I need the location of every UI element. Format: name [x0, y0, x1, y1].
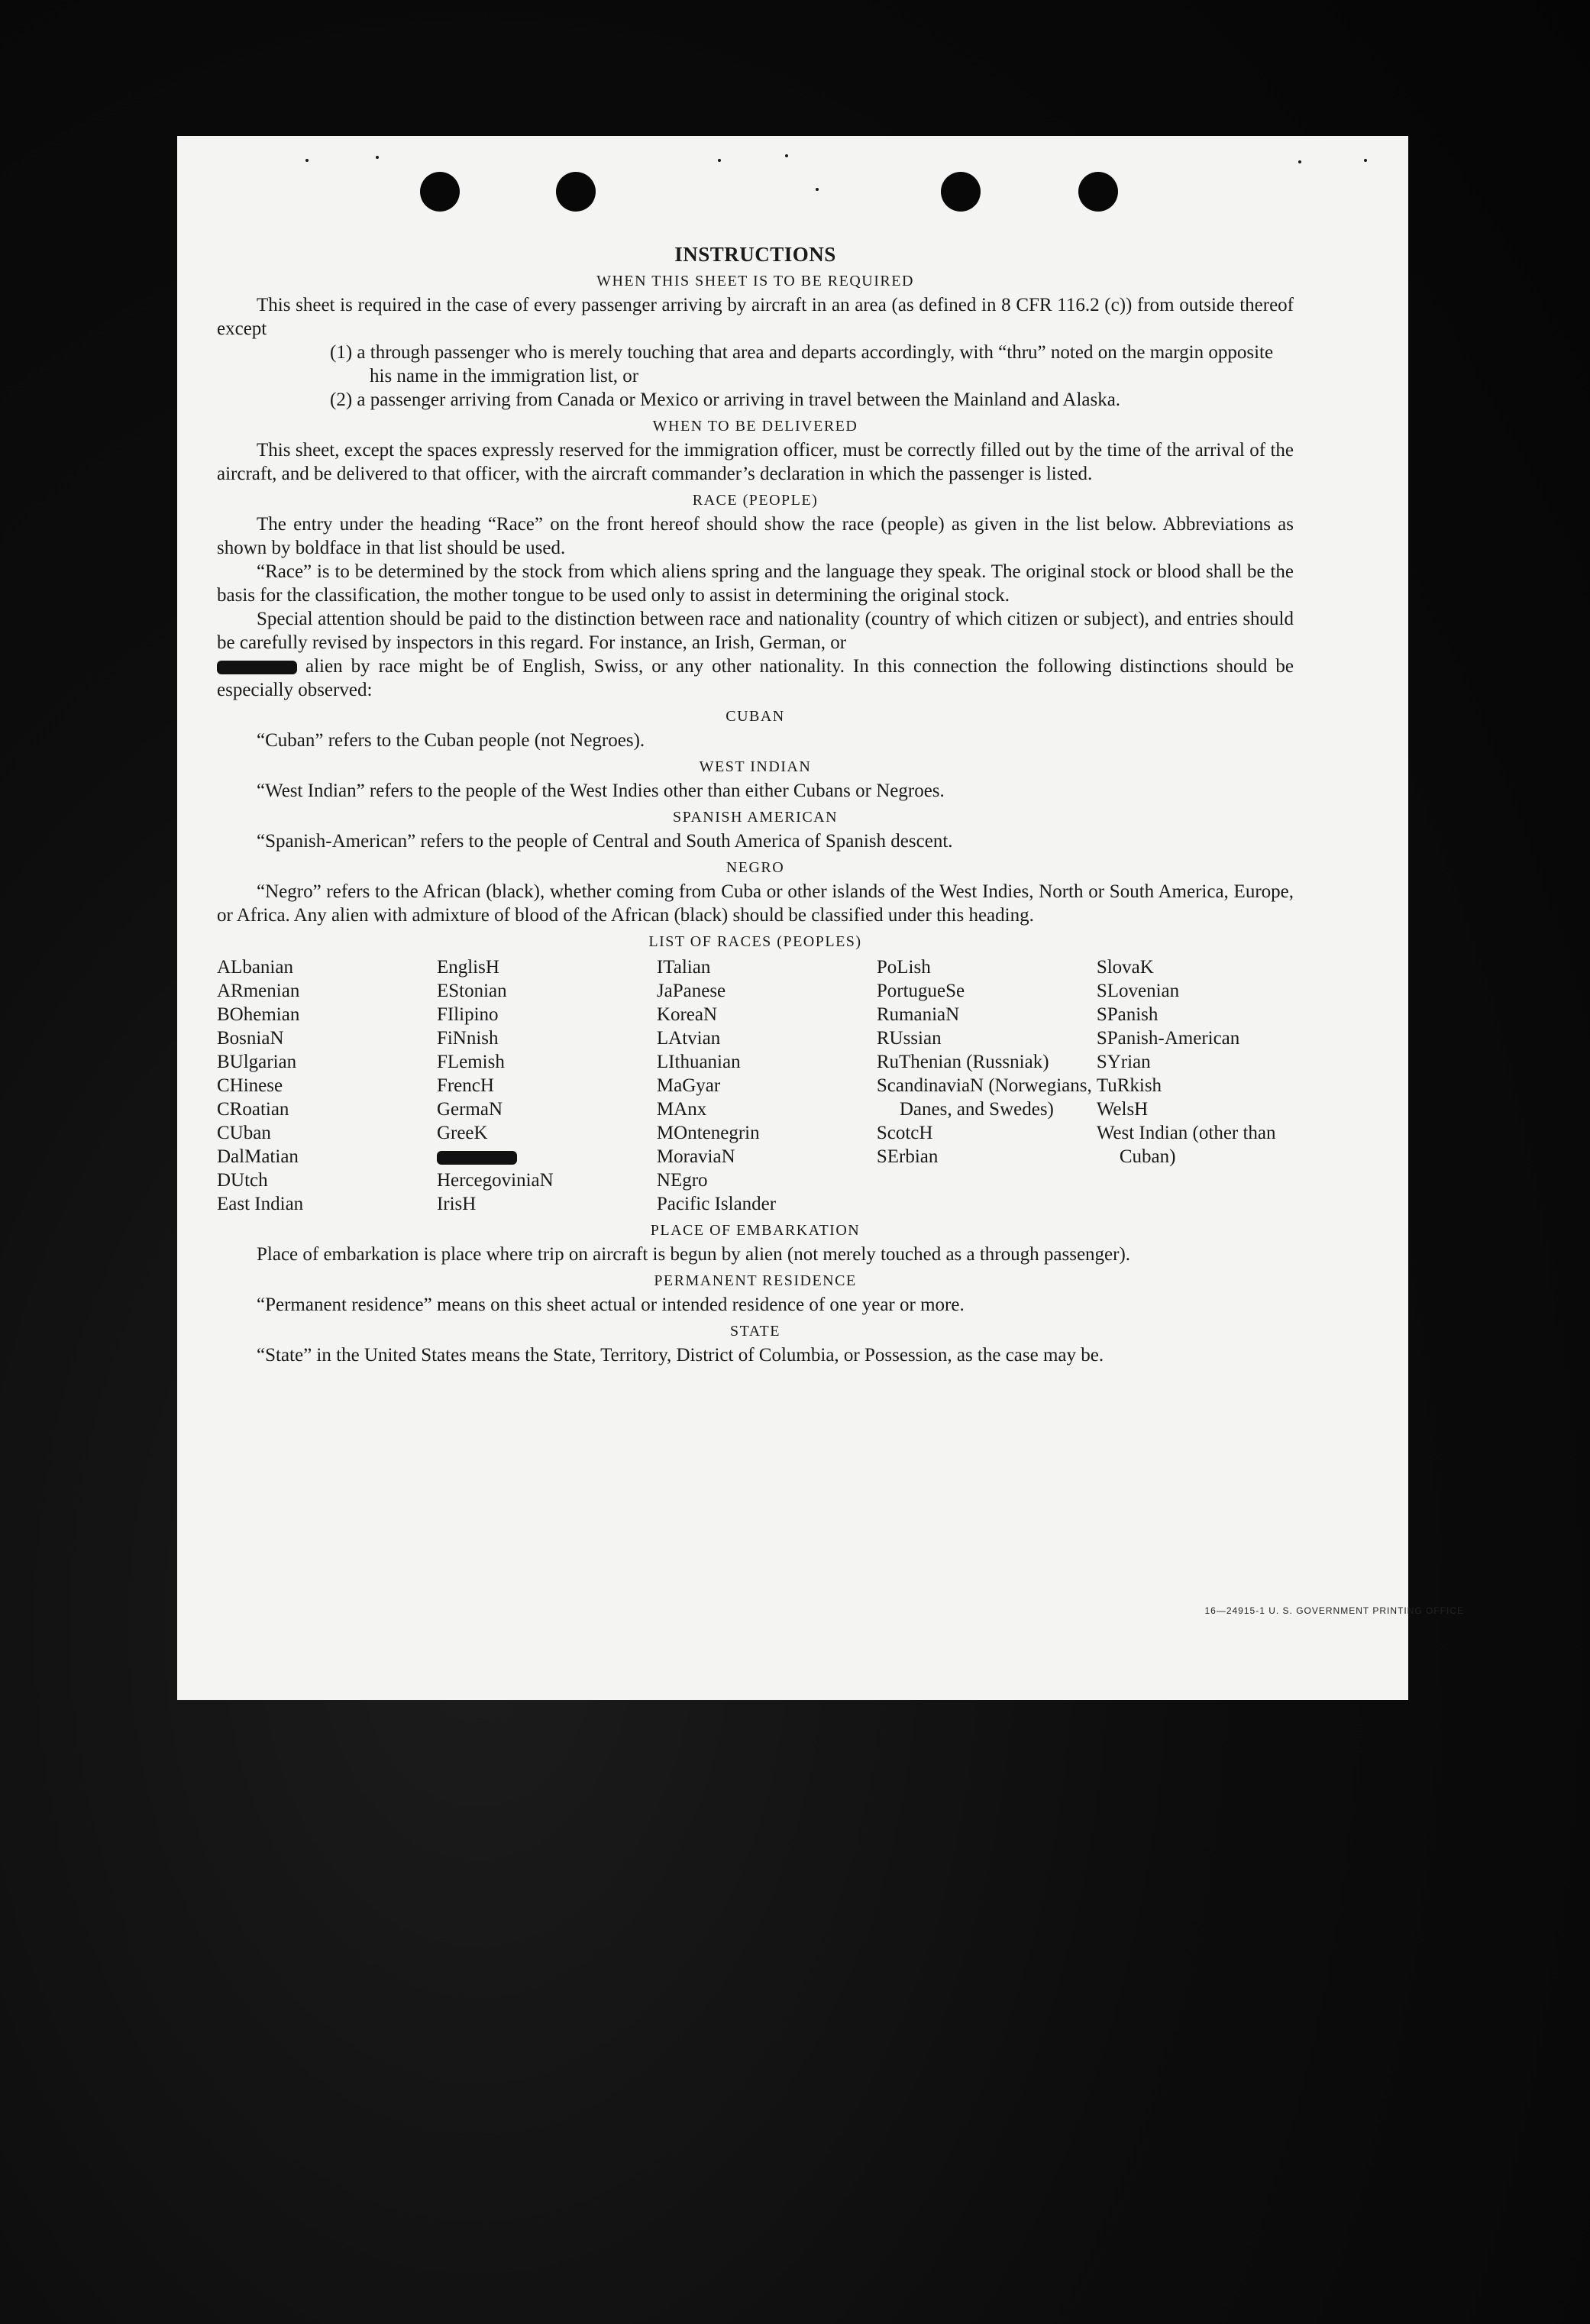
race-entry: GreeK [436, 1123, 488, 1143]
race-entry: ScotcH [876, 1123, 933, 1143]
redaction-mark [437, 1151, 517, 1165]
printing-office-code: 16—24915-1 U. S. GOVERNMENT PRINTING OFFICE [1204, 1605, 1464, 1616]
race-entry: BUlgarian [217, 1052, 297, 1072]
races-column-3 [657, 955, 877, 1216]
heading-race: RACE (PEOPLE) [692, 492, 819, 509]
embarkation-text: Place of embarkation is place where trip on aircraft is begun by alien (not merely touched as a through passenger). [257, 1244, 1131, 1265]
race-paragraph-3b-text: alien by race might be of English, Swiss, or any other nationality. In this connection the following distinctions should be especially observed: [217, 656, 1294, 700]
races-column-2 [437, 955, 657, 1216]
race-entry: WelsH [1096, 1099, 1149, 1120]
races-column-1 [217, 955, 437, 1216]
race-entry: JaPanese [656, 981, 726, 1001]
west-indian-text: “West Indian” refers to the people of the West Indies other than either Cubans or Negroes. [257, 781, 945, 801]
speck [376, 156, 379, 159]
races-column-5 [1097, 955, 1294, 1216]
race-paragraph-3a: Special attention should be paid to the distinction between race and nationality (country of which citizen or subject), and entries should be carefully revised by inspectors in this regard. For instance, an Irish, German, or [217, 609, 1294, 653]
punch-hole [420, 172, 460, 212]
heading-residence: PERMANENT RESIDENCE [654, 1272, 857, 1289]
speck [1364, 159, 1367, 162]
heading-west-indian: WEST INDIAN [699, 758, 812, 775]
race-entry: MAnx [656, 1099, 707, 1120]
heading-cuban: CUBAN [726, 708, 785, 725]
heading-spanish-american: SPANISH AMERICAN [672, 809, 839, 826]
race-entry: TuRkish [1096, 1075, 1162, 1096]
speck [718, 159, 721, 162]
races-column-4 [877, 955, 1097, 1216]
race-entry: FrencH [436, 1075, 494, 1096]
race-entry: RUssian [876, 1028, 942, 1049]
race-entry: CHinese [217, 1075, 283, 1096]
race-entry: RumaniaN [876, 1004, 960, 1025]
heading-embarkation: PLACE OF EMBARKATION [650, 1222, 861, 1239]
race-entry: PoLish [876, 957, 931, 978]
speck [1298, 160, 1301, 163]
sheet-content [217, 243, 1294, 1367]
race-entry: HercegoviniaN [436, 1170, 554, 1191]
race-entry: ALbanian [217, 957, 293, 978]
required-intro: This sheet is required in the case of every passenger arriving by aircraft in an area (as defined in 8 CFR 116.2 (c)) from outside thereof except [217, 295, 1294, 339]
race-entry: GermaN [436, 1099, 503, 1120]
race-entry: FiNnish [436, 1028, 499, 1049]
race-entry: EnglisH [436, 957, 499, 978]
heading-required: WHEN THIS SHEET IS TO BE REQUIRED [596, 273, 914, 289]
heading-delivered: WHEN TO BE DELIVERED [652, 418, 858, 435]
race-entry: IrisH [436, 1194, 477, 1214]
race-entry: DalMatian [217, 1146, 299, 1167]
race-entry: East Indian [217, 1194, 304, 1214]
race-entry: RuThenian (Russniak) [876, 1052, 1049, 1072]
race-entry: Pacific Islander [656, 1194, 777, 1214]
race-entry: MoraviaN [656, 1146, 735, 1167]
required-item-1: (1) a through passenger who is merely touching that area and departs accordingly, with “thru” noted on the margin opposite his name in the immigration list, or [330, 342, 1274, 386]
race-paragraph-2: “Race” is to be determined by the stock from which aliens spring and the language they speak. The original stock or blood shall be the basis for the classification, the mother tongue to be used only to assist in determining the original stock. [217, 561, 1294, 606]
race-entry: EStonian [436, 981, 507, 1001]
race-entry: BosniaN [217, 1028, 284, 1049]
cuban-text: “Cuban” refers to the Cuban people (not Negroes). [257, 730, 645, 751]
punch-hole [941, 172, 981, 212]
race-entry: CRoatian [217, 1099, 289, 1120]
heading-races-list: LIST OF RACES (PEOPLES) [648, 933, 862, 950]
race-entry: SPanish-American [1096, 1028, 1240, 1049]
race-entry: NEgro [656, 1170, 708, 1191]
race-entry: West Indian (other than Cuban) [1096, 1123, 1276, 1167]
speck [816, 188, 819, 191]
required-item-2: (2) a passenger arriving from Canada or Mexico or arriving in travel between the Mainland and Alaska. [330, 389, 1121, 410]
race-paragraph-1: The entry under the heading “Race” on the front hereof should show the race (people) as given in the list below. Abbreviations as shown by boldface in that list should be used. [217, 514, 1294, 558]
race-entry: CUban [217, 1123, 271, 1143]
spanish-american-text: “Spanish-American” refers to the people of Central and South America of Spanish descent. [257, 831, 953, 852]
delivered-text: This sheet, except the spaces expressly reserved for the immigration officer, must be correctly filled out by the time of the arrival of the aircraft, and be delivered to that officer, with the aircraft commander’s declaration in which the passenger is listed. [217, 440, 1294, 484]
state-text: “State” in the United States means the State, Territory, District of Columbia, or Possession, as the case may be. [257, 1345, 1104, 1366]
race-entry: ITalian [656, 957, 711, 978]
heading-state: STATE [730, 1323, 780, 1340]
race-entry: FLemish [436, 1052, 505, 1072]
race-entry: SErbian [876, 1146, 939, 1167]
race-entry: FIlipino [436, 1004, 499, 1025]
heading-negro: NEGRO [726, 859, 785, 876]
race-entry: ARmenian [217, 981, 300, 1001]
race-entry: PortugueSe [876, 981, 965, 1001]
race-entry: ScandinaviaN (Norwegians, Danes, and Swedes) [876, 1075, 1092, 1120]
punch-hole [556, 172, 596, 212]
races-list [217, 955, 1294, 1216]
speck [785, 154, 788, 157]
race-paragraph-3b [217, 655, 1294, 702]
negro-text: “Negro” refers to the African (black), whether coming from Cuba or other islands of the West Indies, North or South America, Europe, or Africa. Any alien with admixture of blood of the African (black) should be classified under this heading. [217, 881, 1294, 926]
speck [305, 159, 309, 162]
race-entry: SlovaK [1096, 957, 1154, 978]
punch-hole [1078, 172, 1118, 212]
race-entry: BOhemian [217, 1004, 300, 1025]
race-entry: KoreaN [656, 1004, 718, 1025]
race-entry: LAtvian [656, 1028, 721, 1049]
race-entry-redacted [437, 1145, 657, 1168]
redaction-mark [217, 661, 297, 674]
race-entry: MaGyar [656, 1075, 721, 1096]
document-title: INSTRUCTIONS [674, 243, 836, 266]
race-entry: SYrian [1096, 1052, 1151, 1072]
race-entry: LIthuanian [656, 1052, 741, 1072]
residence-text: “Permanent residence” means on this sheet actual or intended residence of one year or more. [257, 1295, 965, 1315]
race-entry: SLovenian [1096, 981, 1180, 1001]
race-entry: DUtch [217, 1170, 268, 1191]
race-entry: SPanish [1096, 1004, 1159, 1025]
race-entry: MOntenegrin [656, 1123, 760, 1143]
